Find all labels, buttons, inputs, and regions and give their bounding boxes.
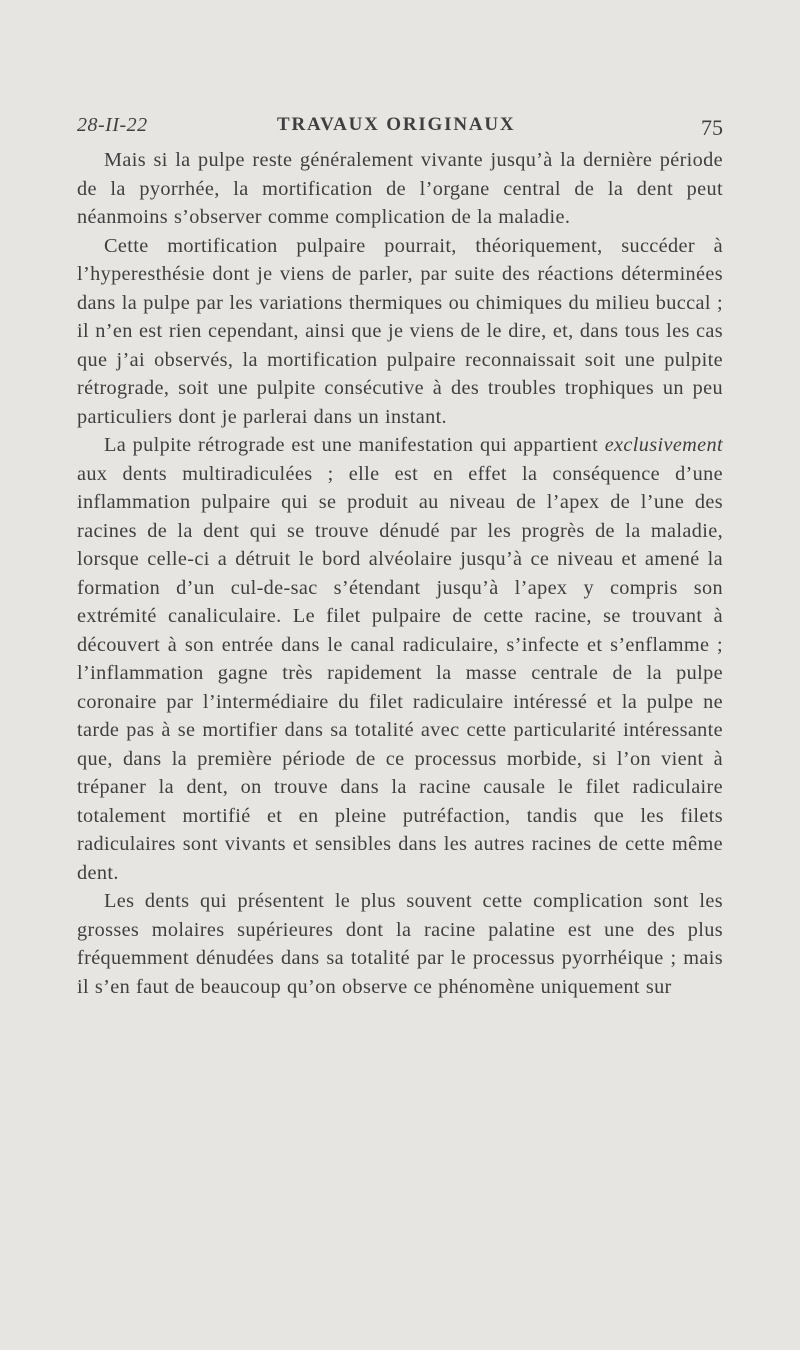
page-number: 75 <box>701 115 723 140</box>
header-section-title: TRAVAUX ORIGINAUX <box>277 114 516 135</box>
paragraph-3 <box>77 431 723 887</box>
paragraph-1 <box>77 146 723 232</box>
paragraph-3-text-end: aux dents multiradiculées ; elle est en effet la conséquence d’une inflammation pulpaire qui se produit au niveau de l’apex de l’une des racines de la dent qui se trouve dénudé par les progrès de la maladie, lorsque celle-ci a détruit le bord alvéolaire jusqu’à ce niveau et amené la formation d’un cul-de-sac s’étendant jusqu’à l’apex y compris son extrémité canaliculaire. Le filet pulpaire de cette racine, se trouvant à découvert à son entrée dans le canal radiculaire, s’infecte et s’enflamme ; l’inflammation gagne très rapidement la masse centrale de la pulpe coronaire par l’intermédiaire du filet radiculaire intéressé et la pulpe ne tarde pas à se mortifier dans sa totalité avec cette particularité intéressante que, dans la première période de ce processus morbide, si l’on vient à trépaner la dent, on trouve dans la racine causale le filet radiculaire totalement mortifié et en pleine putréfaction, tandis que les filets radiculaires sont vivants et sensibles dans les autres racines de cette même dent. <box>77 462 723 884</box>
running-header <box>77 112 723 142</box>
header-date-code: 28-II-22 <box>77 114 148 136</box>
paragraph-3-text-start: La pulpite rétrograde est une manifestation qui appartient <box>104 434 605 456</box>
emphasized-word: exclusivement <box>604 434 723 456</box>
body-text <box>77 146 723 1001</box>
paragraph-1-text: Mais si la pulpe reste généralement vivante jusqu’à la dernière période de la pyorrhée, la mortification de l’organe central de la dent peut néanmoins s’observer comme complication de la maladie. <box>77 149 723 228</box>
paragraph-2-text: Cette mortification pulpaire pourrait, théoriquement, succéder à l’hyperesthésie dont je viens de parler, par suite des réactions déterminées dans la pulpe par les variations thermiques ou chimiques du milieu buccal ; il n’en est rien cependant, ainsi que je viens de le dire, et, dans tous les cas que j’ai observés, la mortification pulpaire reconnaissait soit une pulpite rétrograde, soit une pulpite consécutive à des troubles trophiques un peu particuliers dont je parlerai dans un instant. <box>77 234 723 428</box>
paragraph-2 <box>77 232 723 432</box>
paragraph-4 <box>77 887 723 1001</box>
paragraph-4-text: Les dents qui présentent le plus souvent cette complication sont les grosses molaires supérieures dont la racine palatine est une des plus fréquemment dénudées dans sa totalité par le processus pyorrhéique ; mais il s’en faut de beaucoup qu’on observe ce phénomène uniquement sur <box>77 890 723 998</box>
